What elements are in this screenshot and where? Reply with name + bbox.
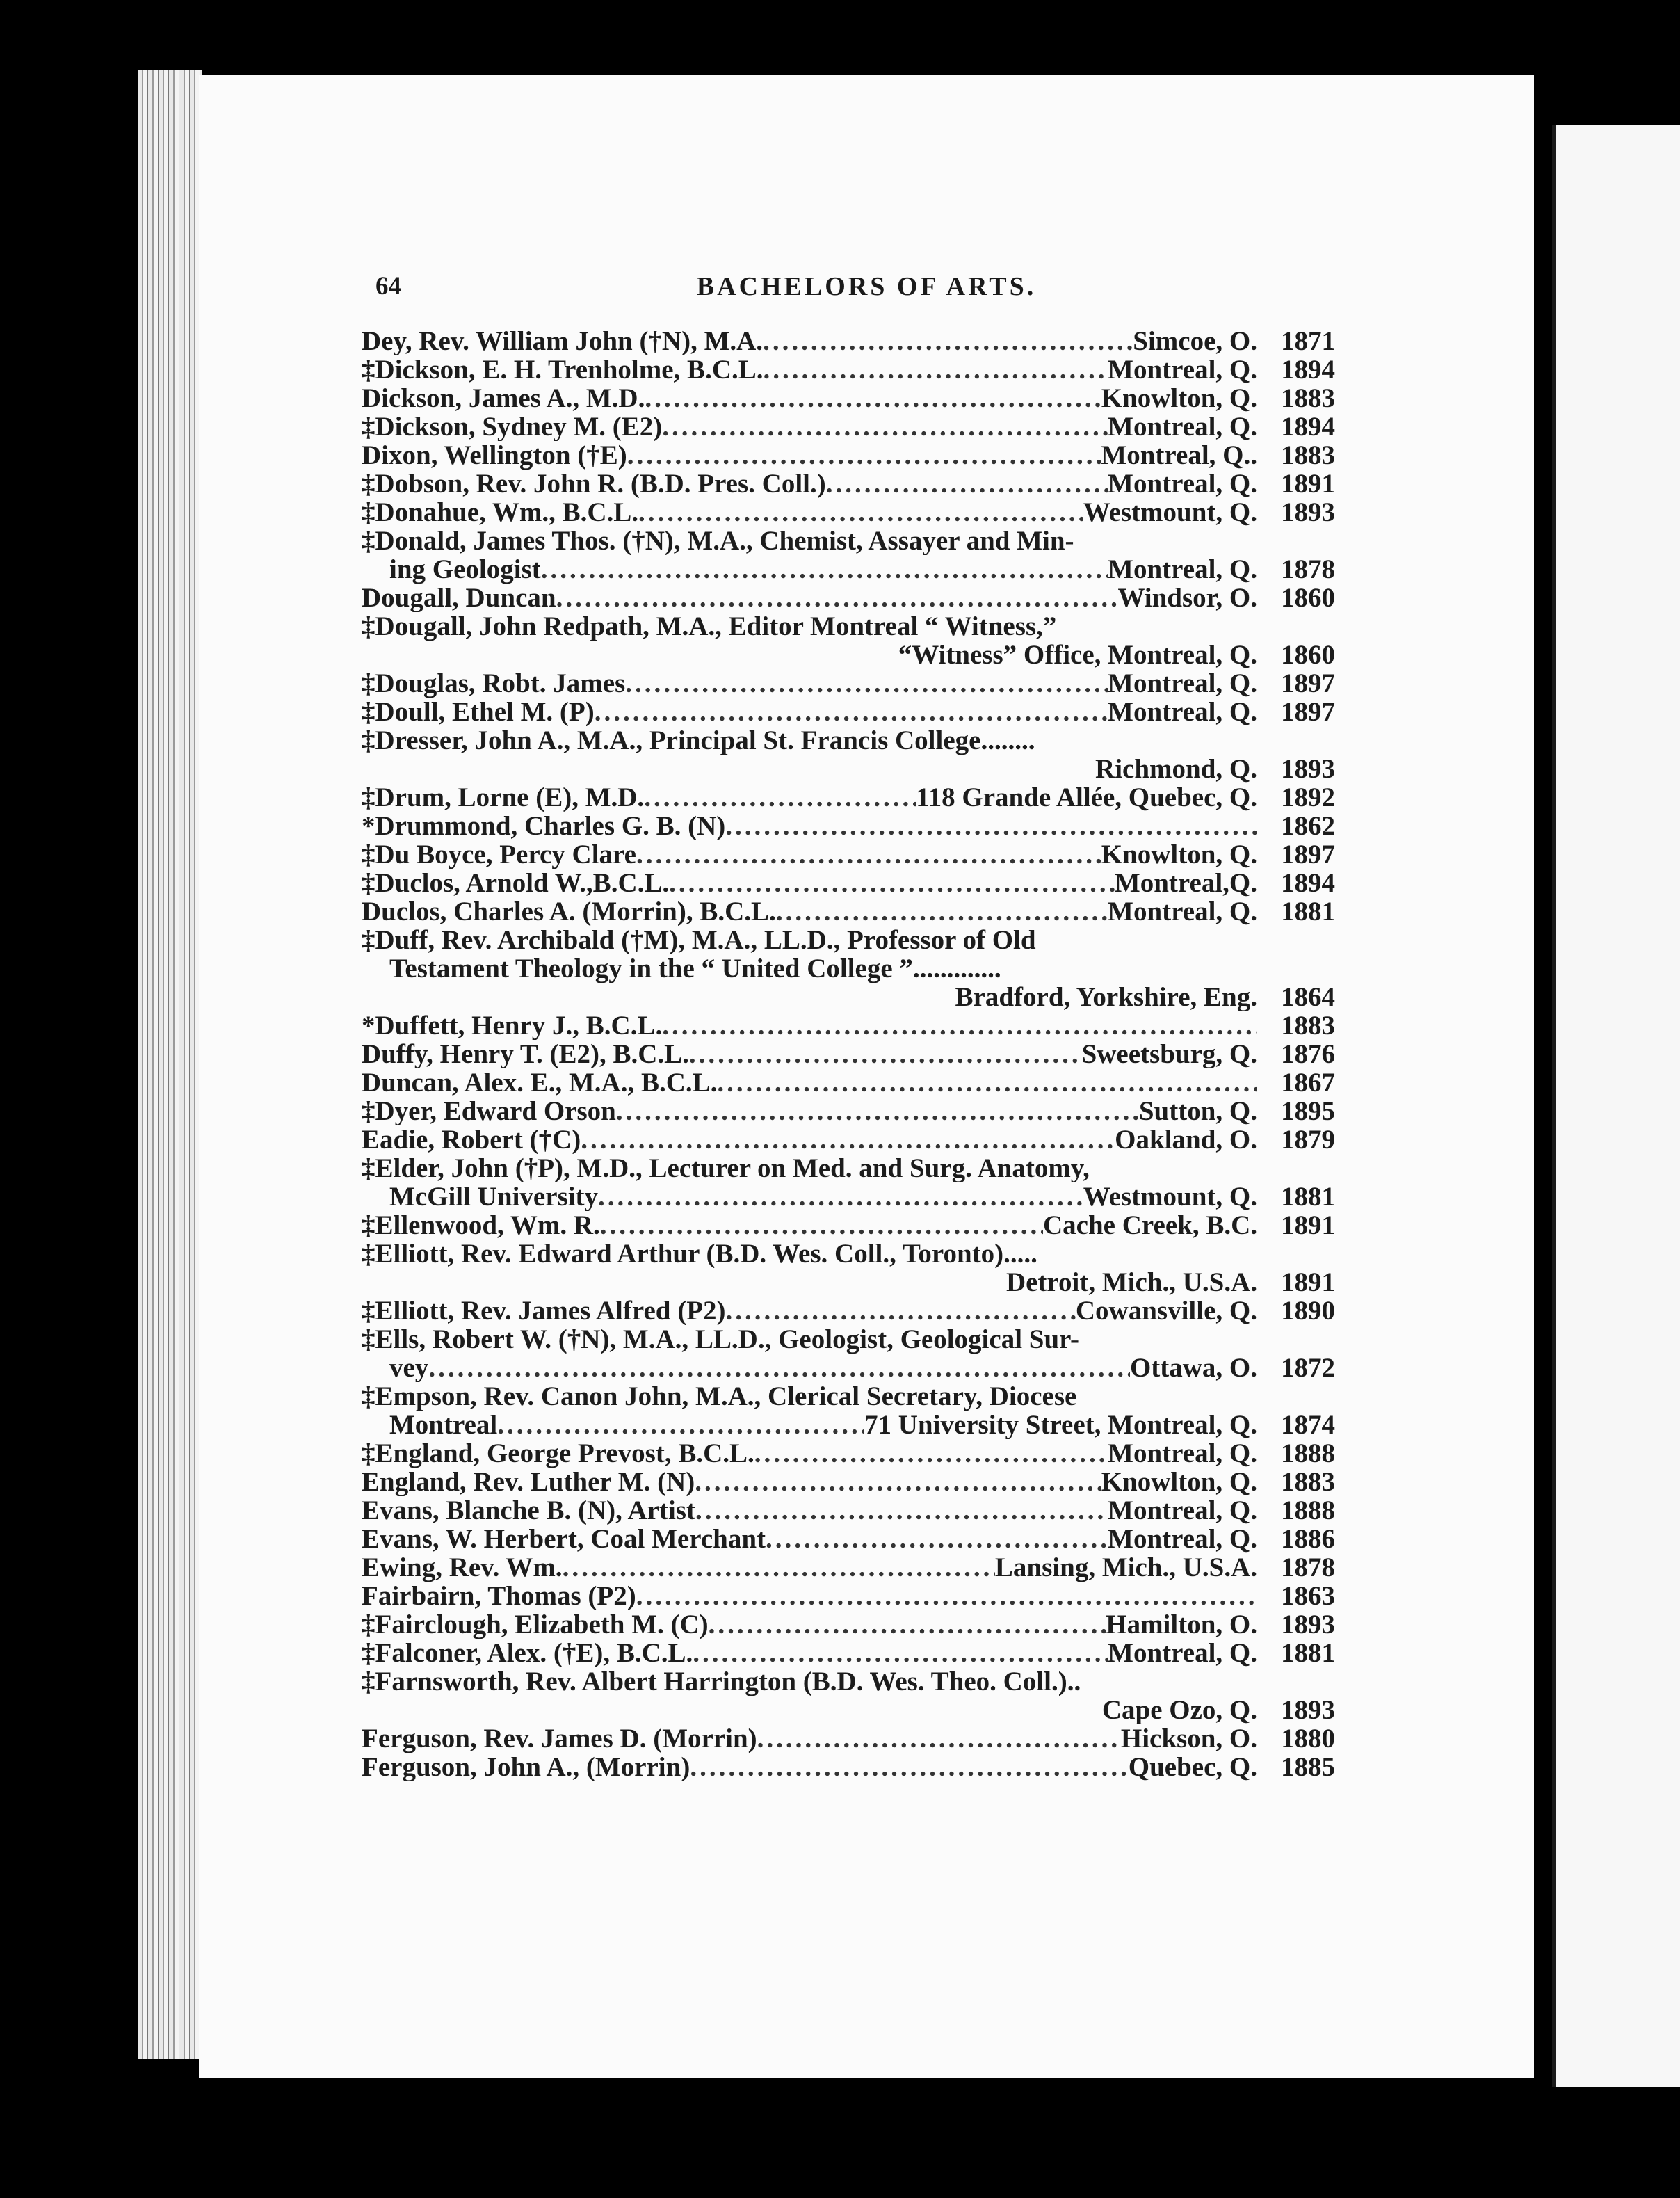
page-number: 64 bbox=[375, 272, 401, 300]
entry-location: Knowlton, Q. bbox=[1101, 1468, 1257, 1496]
spacer bbox=[362, 755, 1095, 783]
entry-year: 1874 bbox=[1281, 1411, 1335, 1439]
indent bbox=[362, 1354, 389, 1382]
entry-year: 1893 bbox=[1281, 498, 1335, 527]
entry-line bbox=[362, 1240, 1335, 1268]
entry-year: 1891 bbox=[1281, 470, 1335, 498]
entry-line bbox=[362, 1068, 1335, 1097]
entry-year: 1860 bbox=[1281, 584, 1335, 612]
entry-line bbox=[362, 584, 1335, 612]
entry-location: 71 University Street, Montreal, Q. bbox=[864, 1411, 1257, 1439]
entry-location: Cowansville, Q. bbox=[1075, 1297, 1257, 1325]
entry-location: Montreal, Q. bbox=[1108, 897, 1257, 926]
leader-dots bbox=[541, 555, 1108, 584]
entry-line bbox=[362, 926, 1335, 954]
leader-dots bbox=[638, 498, 1083, 527]
leader-dots bbox=[595, 698, 1108, 726]
graduate-list bbox=[362, 327, 1335, 1781]
entry-year: 1895 bbox=[1281, 1097, 1335, 1125]
entry-line bbox=[362, 783, 1335, 812]
entry-name: vey bbox=[389, 1354, 429, 1382]
entry-line bbox=[362, 1525, 1335, 1553]
entry-year: 1881 bbox=[1281, 1182, 1335, 1211]
entry-location: Montreal, Q. bbox=[1108, 698, 1257, 726]
entry-location: Montreal, Q. bbox=[1108, 669, 1257, 698]
entry-year: 1891 bbox=[1281, 1268, 1335, 1297]
entry-name: Ferguson, John A., (Morrin) bbox=[362, 1753, 690, 1781]
entry-name: ‡Elliott, Rev. Edward Arthur (B.D. Wes. Coll., Toronto)..... bbox=[362, 1240, 1037, 1268]
entry-name: Testament Theology in the “ United College ”............. bbox=[389, 954, 1001, 983]
entry-location: Cape Ozo, Q. bbox=[1101, 1696, 1257, 1724]
leader-dots bbox=[616, 1097, 1139, 1125]
entry-line bbox=[362, 412, 1335, 441]
entry-name: ‡Farnsworth, Rev. Albert Harrington (B.D. Wes. Theo. Coll.).. bbox=[362, 1667, 1081, 1696]
entry-location: Windsor, O. bbox=[1117, 584, 1257, 612]
entry-name: ‡Doull, Ethel M. (P) bbox=[362, 698, 595, 726]
entry-name: Eadie, Robert (†C) bbox=[362, 1125, 581, 1154]
entry-location: Sutton, Q. bbox=[1138, 1097, 1257, 1125]
entry-line bbox=[362, 327, 1335, 355]
entry-location: Montreal, Q. bbox=[1108, 1639, 1257, 1667]
entry-location: Knowlton, Q. bbox=[1101, 384, 1257, 412]
entry-year: 1867 bbox=[1281, 1068, 1335, 1097]
entry-name: ‡Fairclough, Elizabeth M. (C) bbox=[362, 1610, 709, 1639]
leader-dots bbox=[717, 1068, 1257, 1097]
entry-year: 1885 bbox=[1281, 1753, 1335, 1781]
entry-location: 118 Grande Allée, Quebec, Q. bbox=[916, 783, 1257, 812]
leader-dots bbox=[625, 669, 1108, 698]
leader-dots bbox=[497, 1411, 864, 1439]
entry-location: Quebec, Q. bbox=[1128, 1753, 1257, 1781]
leader-dots bbox=[627, 441, 1101, 470]
entry-line bbox=[362, 498, 1335, 527]
entry-line bbox=[362, 641, 1335, 669]
entry-name: ‡Ells, Robert W. (†N), M.A., LL.D., Geologist, Geological Sur- bbox=[362, 1325, 1080, 1354]
entry-year: 1894 bbox=[1281, 869, 1335, 897]
entry-year: 1883 bbox=[1281, 1468, 1335, 1496]
entry-name: Montreal bbox=[389, 1411, 498, 1439]
entry-name: ‡Dougall, John Redpath, M.A., Editor Montreal “ Witness,” bbox=[362, 612, 1057, 641]
entry-name: ‡Elliott, Rev. James Alfred (P2) bbox=[362, 1297, 726, 1325]
entry-year: 1883 bbox=[1281, 441, 1335, 470]
entry-name: ‡Dyer, Edward Orson bbox=[362, 1097, 616, 1125]
entry-location: Cache Creek, B.C. bbox=[1043, 1211, 1257, 1240]
entry-line bbox=[362, 1468, 1335, 1496]
entry-location: Bradford, Yorkshire, Eng. bbox=[955, 983, 1257, 1011]
entry-year: 1891 bbox=[1281, 1211, 1335, 1240]
entry-year: 1881 bbox=[1281, 1639, 1335, 1667]
leader-dots bbox=[766, 1525, 1108, 1553]
entry-line bbox=[362, 1439, 1335, 1468]
entry-name: *Duffett, Henry J., B.C.L. bbox=[362, 1011, 663, 1040]
leader-dots bbox=[726, 1297, 1076, 1325]
entry-line bbox=[362, 1354, 1335, 1382]
entry-year: 1881 bbox=[1281, 897, 1335, 926]
entry-year: 1876 bbox=[1281, 1040, 1335, 1068]
entry-location: Oakland, O. bbox=[1115, 1125, 1257, 1154]
entry-name: ‡Dickson, Sydney M. (E2) bbox=[362, 412, 663, 441]
entry-line bbox=[362, 384, 1335, 412]
entry-location: Montreal, Q.. bbox=[1101, 441, 1257, 470]
leader-dots bbox=[636, 1582, 1257, 1610]
entry-line bbox=[362, 1610, 1335, 1639]
entry-line bbox=[362, 726, 1335, 755]
spacer bbox=[362, 1268, 1006, 1297]
leader-dots bbox=[598, 1182, 1083, 1211]
entry-location: Montreal, Q. bbox=[1108, 1439, 1257, 1468]
entry-year: 1897 bbox=[1281, 669, 1335, 698]
entry-name: ‡Donald, James Thos. (†N), M.A., Chemist, Assayer and Min- bbox=[362, 527, 1074, 555]
indent bbox=[362, 1411, 389, 1439]
leader-dots bbox=[428, 1354, 1130, 1382]
entry-line bbox=[362, 1097, 1335, 1125]
entry-year: 1864 bbox=[1281, 983, 1335, 1011]
entry-name: ‡Elder, John (†P), M.D., Lecturer on Med. and Surg. Anatomy, bbox=[362, 1154, 1090, 1182]
entry-line bbox=[362, 470, 1335, 498]
entry-year: 1892 bbox=[1281, 783, 1335, 812]
entry-location: Ottawa, O. bbox=[1129, 1354, 1257, 1382]
entry-year: 1880 bbox=[1281, 1724, 1335, 1753]
entry-line bbox=[362, 355, 1335, 384]
entry-year: 1878 bbox=[1281, 555, 1335, 584]
leader-dots bbox=[693, 1639, 1108, 1667]
entry-name: England, Rev. Luther M. (N) bbox=[362, 1468, 695, 1496]
entry-year: 1890 bbox=[1281, 1297, 1335, 1325]
entry-year: 1888 bbox=[1281, 1496, 1335, 1525]
leader-dots bbox=[695, 1468, 1101, 1496]
entry-line bbox=[362, 698, 1335, 726]
leader-dots bbox=[600, 1211, 1043, 1240]
entry-location: Hamilton, O. bbox=[1106, 1610, 1257, 1639]
entry-location: Detroit, Mich., U.S.A. bbox=[1005, 1268, 1257, 1297]
entry-year: 1878 bbox=[1281, 1553, 1335, 1582]
entry-location: Montreal, Q. bbox=[1108, 1496, 1257, 1525]
entry-name: Dougall, Duncan bbox=[362, 584, 556, 612]
entry-location: Knowlton, Q. bbox=[1101, 840, 1257, 869]
entry-line bbox=[362, 1639, 1335, 1667]
entry-line bbox=[362, 840, 1335, 869]
facing-page-edge bbox=[1552, 125, 1680, 2087]
entry-name: Duclos, Charles A. (Morrin), B.C.L. bbox=[362, 897, 776, 926]
entry-location: Lansing, Mich., U.S.A. bbox=[994, 1553, 1257, 1582]
leader-dots bbox=[754, 1439, 1108, 1468]
entry-name: Ferguson, Rev. James D. (Morrin) bbox=[362, 1724, 757, 1753]
indent bbox=[362, 555, 389, 584]
entry-year: 1863 bbox=[1281, 1582, 1335, 1610]
entry-line bbox=[362, 441, 1335, 470]
entry-year: 1860 bbox=[1281, 641, 1335, 669]
entry-line bbox=[362, 1011, 1335, 1040]
leader-dots bbox=[581, 1125, 1115, 1154]
entry-name: Dixon, Wellington (†E) bbox=[362, 441, 627, 470]
entry-name: ‡Drum, Lorne (E), M.D. bbox=[362, 783, 645, 812]
entry-location: “Witness” Office, Montreal, Q. bbox=[898, 641, 1257, 669]
entry-name: ‡Donahue, Wm., B.C.L. bbox=[362, 498, 639, 527]
entry-name: ‡Empson, Rev. Canon John, M.A., Clerical Secretary, Diocese bbox=[362, 1382, 1077, 1411]
entry-name: McGill University bbox=[389, 1182, 599, 1211]
entry-location: Montreal, Q. bbox=[1108, 555, 1257, 584]
leader-dots bbox=[636, 840, 1101, 869]
entry-location: Sweetsburg, Q. bbox=[1081, 1040, 1257, 1068]
entry-line bbox=[362, 1696, 1335, 1724]
page-header bbox=[199, 271, 1534, 313]
entry-line bbox=[362, 1382, 1335, 1411]
entry-year: 1893 bbox=[1281, 1610, 1335, 1639]
entry-year: 1862 bbox=[1281, 812, 1335, 840]
entry-line bbox=[362, 1125, 1335, 1154]
entry-line bbox=[362, 1182, 1335, 1211]
entry-year: 1871 bbox=[1281, 327, 1335, 355]
entry-location: Montreal, Q. bbox=[1108, 355, 1257, 384]
entry-location: Montreal, Q. bbox=[1108, 470, 1257, 498]
entry-name: Evans, W. Herbert, Coal Merchant bbox=[362, 1525, 766, 1553]
entry-line bbox=[362, 1496, 1335, 1525]
entry-location: Richmond, Q. bbox=[1095, 755, 1257, 783]
leader-dots bbox=[709, 1610, 1106, 1639]
entry-line bbox=[362, 897, 1335, 926]
entry-year: 1886 bbox=[1281, 1525, 1335, 1553]
entry-name: ‡Duff, Rev. Archibald (†M), M.A., LL.D., Professor of Old bbox=[362, 926, 1036, 954]
entry-name: ‡Douglas, Robt. James bbox=[362, 669, 626, 698]
entry-name: ‡Falconer, Alex. (†E), B.C.L. bbox=[362, 1639, 693, 1667]
entry-year: 1883 bbox=[1281, 384, 1335, 412]
entry-name: Evans, Blanche B. (N), Artist bbox=[362, 1496, 695, 1525]
entry-year: 1883 bbox=[1281, 1011, 1335, 1040]
leader-dots bbox=[764, 355, 1108, 384]
entry-year: 1894 bbox=[1281, 355, 1335, 384]
indent bbox=[362, 954, 389, 983]
entry-line bbox=[362, 1040, 1335, 1068]
book-page-edges bbox=[138, 70, 202, 2059]
entry-year: 1894 bbox=[1281, 412, 1335, 441]
entry-name: Duncan, Alex. E., M.A., B.C.L. bbox=[362, 1068, 718, 1097]
entry-year: 1897 bbox=[1281, 698, 1335, 726]
entry-line bbox=[362, 1268, 1335, 1297]
entry-name: Ewing, Rev. Wm. bbox=[362, 1553, 563, 1582]
leader-dots bbox=[695, 1496, 1108, 1525]
leader-dots bbox=[662, 412, 1108, 441]
entry-location: Hickson, O. bbox=[1120, 1724, 1257, 1753]
entry-location: Montreal,Q. bbox=[1114, 869, 1257, 897]
entry-line bbox=[362, 983, 1335, 1011]
entry-line bbox=[362, 1667, 1335, 1696]
entry-location: Simcoe, O. bbox=[1133, 327, 1257, 355]
entry-year: 1888 bbox=[1281, 1439, 1335, 1468]
entry-name: ‡England, George Prevost, B.C.L. bbox=[362, 1439, 754, 1468]
entry-name: Fairbairn, Thomas (P2) bbox=[362, 1582, 636, 1610]
entry-year: 1893 bbox=[1281, 755, 1335, 783]
entry-name: ‡Du Boyce, Percy Clare bbox=[362, 840, 636, 869]
leader-dots bbox=[662, 1011, 1257, 1040]
spacer bbox=[362, 1696, 1102, 1724]
entry-name: *Drummond, Charles G. B. (N) bbox=[362, 812, 726, 840]
entry-name: ‡Dresser, John A., M.A., Principal St. Francis College........ bbox=[362, 726, 1035, 755]
entry-line bbox=[362, 869, 1335, 897]
leader-dots bbox=[563, 1553, 995, 1582]
entry-location: Montreal, Q. bbox=[1108, 1525, 1257, 1553]
leader-dots bbox=[644, 783, 916, 812]
entry-line bbox=[362, 954, 1335, 983]
entry-line bbox=[362, 527, 1335, 555]
spacer bbox=[362, 983, 955, 1011]
entry-name: ‡Dobson, Rev. John R. (B.D. Pres. Coll.) bbox=[362, 470, 826, 498]
entry-line bbox=[362, 1553, 1335, 1582]
entry-line bbox=[362, 1154, 1335, 1182]
entry-line bbox=[362, 1297, 1335, 1325]
leader-dots bbox=[690, 1753, 1128, 1781]
entry-name: ‡Ellenwood, Wm. R. bbox=[362, 1211, 600, 1240]
entry-name: Duffy, Henry T. (E2), B.C.L. bbox=[362, 1040, 689, 1068]
leader-dots bbox=[725, 812, 1257, 840]
entry-line bbox=[362, 612, 1335, 641]
entry-line bbox=[362, 1724, 1335, 1753]
entry-line bbox=[362, 669, 1335, 698]
leader-dots bbox=[757, 1724, 1121, 1753]
leader-dots bbox=[763, 327, 1133, 355]
leader-dots bbox=[645, 384, 1101, 412]
entry-line bbox=[362, 1753, 1335, 1781]
leader-dots bbox=[776, 897, 1108, 926]
entry-line bbox=[362, 555, 1335, 584]
entry-line bbox=[362, 1411, 1335, 1439]
indent bbox=[362, 1182, 389, 1211]
entry-location: Montreal, Q. bbox=[1108, 412, 1257, 441]
entry-name: ‡Dickson, E. H. Trenholme, B.C.L. bbox=[362, 355, 764, 384]
leader-dots bbox=[689, 1040, 1082, 1068]
entry-location: Westmount, Q. bbox=[1083, 1182, 1257, 1211]
entry-year: 1893 bbox=[1281, 1696, 1335, 1724]
leader-dots bbox=[556, 584, 1118, 612]
entry-line bbox=[362, 812, 1335, 840]
entry-year: 1879 bbox=[1281, 1125, 1335, 1154]
leader-dots bbox=[826, 470, 1108, 498]
entry-location: Westmount, Q. bbox=[1083, 498, 1257, 527]
entry-line bbox=[362, 755, 1335, 783]
running-title: BACHELORS OF ARTS. bbox=[696, 272, 1037, 301]
leader-dots bbox=[669, 869, 1115, 897]
entry-line bbox=[362, 1211, 1335, 1240]
entry-name: Dickson, James A., M.D. bbox=[362, 384, 645, 412]
entry-name: ing Geologist bbox=[389, 555, 541, 584]
spacer bbox=[362, 641, 898, 669]
entry-line bbox=[362, 1325, 1335, 1354]
entry-name: ‡Duclos, Arnold W.,B.C.L. bbox=[362, 869, 670, 897]
entry-year: 1872 bbox=[1281, 1354, 1335, 1382]
entry-name: Dey, Rev. William John (†N), M.A. bbox=[362, 327, 764, 355]
entry-year: 1897 bbox=[1281, 840, 1335, 869]
entry-line bbox=[362, 1582, 1335, 1610]
